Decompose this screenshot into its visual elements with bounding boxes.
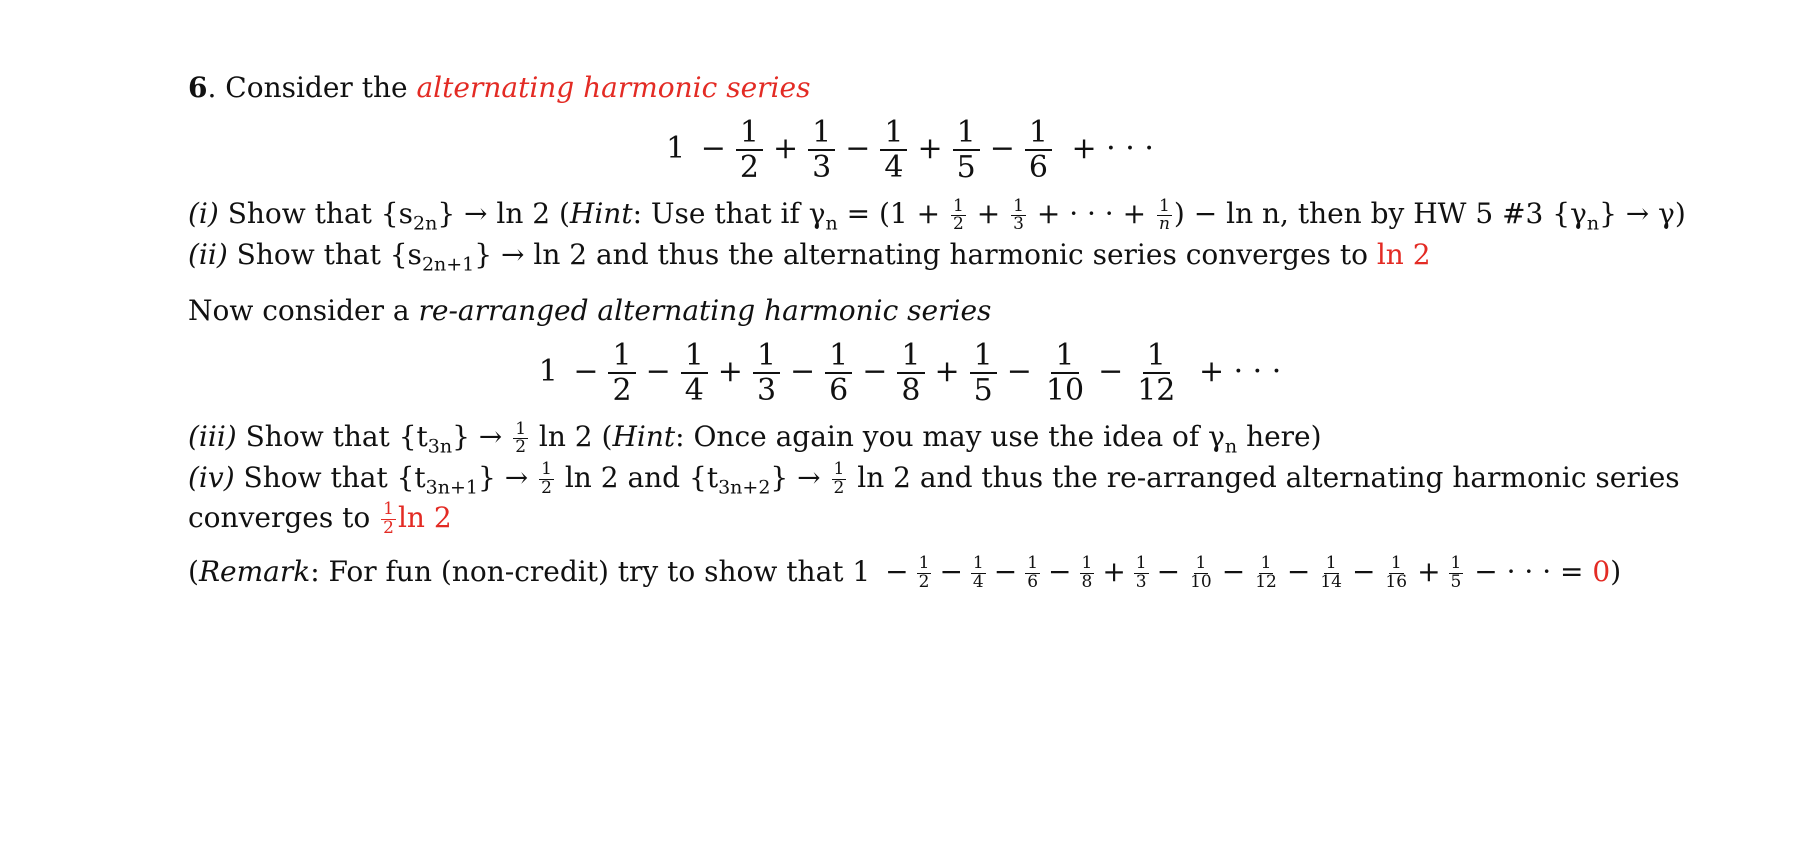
fraction: $\frac{1}{2}$: [515, 418, 527, 458]
problem-page: [188, 70, 1686, 592]
remark-paren: (: [188, 554, 199, 588]
remark: [188, 554, 1638, 592]
operator: +: [1102, 554, 1126, 588]
rearranged-intro: [188, 293, 1638, 329]
fraction: $\frac{1}{5}$: [970, 339, 997, 407]
fraction: $\frac{1}{6}$: [1025, 116, 1052, 184]
part-iii-text: } →: [452, 420, 503, 454]
series-1: [188, 116, 1638, 184]
operator: +: [934, 354, 960, 390]
fraction: $\frac{1}{5}$: [1450, 552, 1462, 592]
part-i-text: ) − ln n, then by HW 5 #3 {γ: [1173, 197, 1587, 231]
problem-heading: 6. Consider the alternating harmonic series: [188, 71, 811, 104]
part-iii-text: Show that {t: [245, 420, 428, 454]
fraction: $\frac{1}{4}$: [880, 116, 907, 184]
series-1-leading: 1: [666, 131, 686, 167]
fraction: $\frac{1}{5}$: [953, 116, 980, 184]
fraction: $\frac{1}{3}$: [753, 339, 780, 407]
part-iv-text: converges to: [188, 500, 371, 534]
fraction: $\frac{1}{2}$: [736, 116, 763, 184]
fraction: $\frac{1}{2}$: [918, 552, 930, 592]
part-iv-text: Show that {t: [243, 460, 426, 494]
part-iv-continued: [188, 500, 1638, 538]
operator: −: [1351, 554, 1376, 588]
fraction: $\frac{1}{8}$: [1081, 552, 1093, 592]
problem-number: 6: [188, 71, 208, 104]
operator: −: [645, 354, 671, 390]
fraction: $\frac{1}{4}$: [681, 339, 708, 407]
operator: −: [1286, 554, 1311, 588]
operator: −: [1048, 554, 1072, 588]
remark-word: Remark: [198, 554, 311, 588]
series-1-tail: + · · ·: [1071, 131, 1154, 167]
problem-intro: Consider the: [225, 71, 408, 104]
part-iv: [188, 458, 1680, 500]
part-iii-sub: 3n: [427, 435, 453, 458]
operator: −: [1156, 554, 1181, 588]
rearranged-intro-text: Now consider a: [188, 293, 410, 327]
operator: −: [1098, 354, 1124, 390]
operator: +: [917, 131, 943, 167]
fraction: $\frac{1}{2}$: [833, 458, 845, 498]
operator: −: [939, 554, 963, 588]
part-i-text: } → γ): [1599, 197, 1686, 231]
series-2: [188, 339, 1638, 407]
part-iv-text: } →: [770, 460, 821, 494]
part-iv-text: } →: [478, 460, 529, 494]
part-iii-sub: n: [1224, 435, 1238, 458]
operator: −: [989, 131, 1015, 167]
part-ii-limit: ln 2: [1376, 237, 1431, 271]
hint-word: Hint: [612, 420, 676, 454]
fraction: $\frac{1}{2}$: [952, 195, 964, 235]
operator: −: [790, 354, 816, 390]
operator: +: [773, 131, 799, 167]
operator: −: [700, 131, 726, 167]
part-iv-limit-text: ln 2: [397, 500, 452, 534]
operator: −: [993, 554, 1018, 588]
fraction: $\frac{1}{3}$: [808, 116, 835, 184]
part-iv-text: ln 2 and {t: [564, 460, 719, 494]
remark-result: 0: [1592, 554, 1611, 588]
fraction: $\frac{1}{12}$: [1255, 552, 1277, 592]
part-i-text: Show that {s: [227, 197, 413, 231]
part-i-sub: n: [1586, 212, 1600, 235]
series-2-tail: + · · ·: [1198, 354, 1282, 390]
series-name: alternating harmonic series: [416, 71, 811, 104]
part-i-label: (i): [188, 197, 219, 231]
remark-text: : For fun (non-credit) try to show that 1: [310, 554, 871, 588]
operator: −: [1221, 554, 1246, 588]
remark-paren: ): [1610, 554, 1622, 588]
fraction: $\frac{1}{2}$: [383, 499, 394, 538]
hint-word: Hint: [569, 197, 633, 231]
fraction: $\frac{1}{10}$: [1045, 338, 1085, 409]
part-i-text: : Use that if γ: [632, 197, 826, 231]
part-iv-sub: 3n+1: [425, 476, 479, 499]
operator: −: [845, 131, 871, 167]
fraction: $\frac{1}{2}$: [608, 339, 635, 407]
part-i-text: = (1 +: [846, 197, 941, 231]
part-i-text: +: [976, 197, 1001, 231]
series-2-leading: 1: [538, 354, 558, 390]
part-iv-label: (iv): [188, 460, 235, 494]
operator: −: [862, 354, 888, 390]
part-ii-sub: 2n+1: [421, 253, 475, 276]
part-i: [188, 195, 1686, 236]
rearranged-series-name: re-arranged alternating harmonic series: [418, 293, 992, 327]
part-iii-text: here): [1246, 420, 1322, 454]
part-iii-label: (iii): [188, 420, 237, 454]
part-ii-text: } → ln 2 and thus the alternating harmonic series converges to: [474, 237, 1368, 271]
fraction: $\frac{1}{12}$: [1137, 338, 1176, 409]
fraction: $\frac{1}{3}$: [1135, 552, 1147, 592]
operator: −: [1006, 354, 1032, 390]
part-i-text: } → ln 2 (: [437, 197, 570, 231]
part-iv-limit: [379, 499, 452, 538]
fraction: $\frac{1}{8}$: [897, 339, 924, 407]
operator: +: [1417, 554, 1441, 588]
fraction: $\frac{1}{10}$: [1190, 552, 1212, 592]
part-ii-label: (ii): [188, 237, 228, 271]
fraction: $\frac{1}{2}$: [541, 458, 552, 498]
part-iii: [188, 419, 1638, 459]
operator: −: [573, 354, 599, 390]
fraction: $\frac{1}{4}$: [972, 552, 984, 592]
part-iii-text: : Once again you may use the idea of γ: [675, 420, 1225, 454]
fraction: $\frac{1}{n}$: [1158, 195, 1170, 235]
operator: +: [717, 354, 743, 390]
fraction: $\frac{1}{16}$: [1385, 552, 1408, 592]
part-iv-text: ln 2 and thus the re-arranged alternating harmonic series: [857, 460, 1680, 494]
part-i-text: + · · · +: [1036, 197, 1147, 231]
part-i-sub: n: [825, 212, 838, 235]
operator: −: [885, 554, 909, 588]
part-iii-text: ln 2 (: [538, 420, 613, 454]
remark-tail: − · · · =: [1474, 554, 1584, 588]
fraction: $\frac{1}{6}$: [825, 339, 852, 407]
part-ii: [188, 237, 1638, 277]
fraction: $\frac{1}{3}$: [1013, 195, 1024, 235]
fraction: $\frac{1}{6}$: [1027, 552, 1039, 592]
part-ii-text: Show that {s: [236, 237, 422, 271]
fraction: $\frac{1}{14}$: [1320, 552, 1342, 592]
part-i-sub: 2n: [412, 212, 438, 235]
part-iv-sub: 3n+2: [718, 476, 771, 499]
